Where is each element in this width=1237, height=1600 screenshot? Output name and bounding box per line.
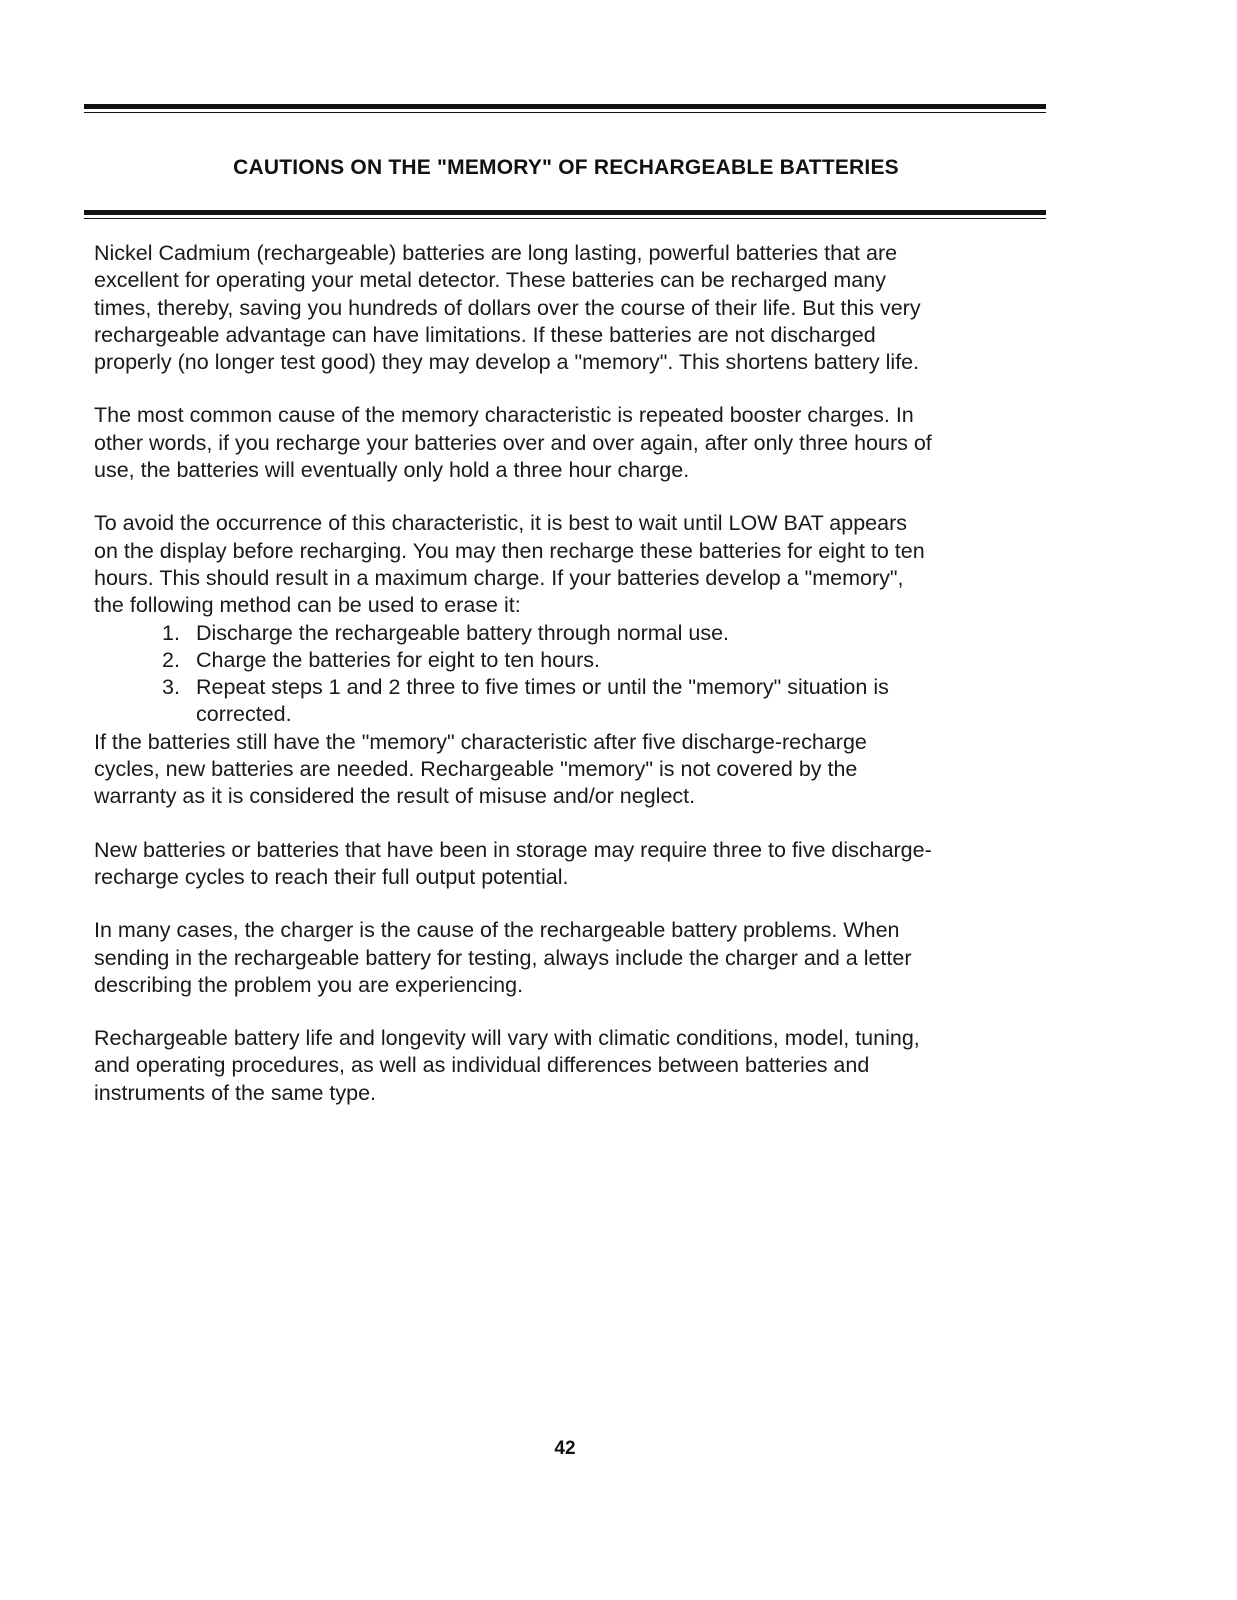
paragraph-intro: Nickel Cadmium (rechargeable) batteries are long lasting, powerful batteries that are excellent for operating your metal detector. These batteries can be recharged many times, thereby, saving you hundreds of dollars over the course of their life. But this very rechargeable advantage can have limitations. If these batteries are not discharged properly (no longer test good) they may develop a "memory". This shortens battery life.	[94, 241, 921, 375]
page-number: 42	[554, 1438, 576, 1459]
list-item	[162, 674, 934, 729]
top-rule-thick	[84, 104, 1046, 109]
step-text: Repeat steps 1 and 2 three to five times or until the "memory" situation is corrected.	[196, 675, 889, 727]
step-number: 1.	[162, 620, 180, 645]
document-body	[94, 240, 934, 1133]
paragraph-new-batteries: New batteries or batteries that have been in storage may require three to five discharge-recharge cycles to reach their full output potential.	[94, 837, 932, 889]
page-title: CAUTIONS ON THE "MEMORY" OF RECHARGEABLE BATTERIES	[233, 156, 899, 179]
step-text: Charge the batteries for eight to ten hours.	[196, 647, 600, 672]
erase-memory-steps	[94, 620, 934, 729]
step-number: 2.	[162, 647, 180, 672]
paragraph-memory-cause: The most common cause of the memory characteristic is repeated booster charges. In other words, if you recharge your batteries over and over again, after only three hours of use, the batteries will eventually only hold a three hour charge.	[94, 403, 932, 483]
step-text: Discharge the rechargeable battery through normal use.	[196, 620, 730, 645]
step-number: 3.	[162, 675, 180, 700]
paragraph-warranty: If the batteries still have the "memory" characteristic after five discharge-recharge cycles, new batteries are needed. Rechargeable "memory" is not covered by the warranty as it is considered the result of misuse and/or neglect.	[94, 729, 867, 809]
list-item	[162, 620, 934, 647]
paragraph-avoid-memory: To avoid the occurrence of this characteristic, it is best to wait until LOW BAT appears on the display before recharging. You may then recharge these batteries for eight to ten hours. This should result in a maximum charge. If your batteries develop a "memory", the following method can be used to erase it:	[94, 511, 925, 618]
title-rule-thin	[84, 218, 1046, 219]
paragraph-longevity: Rechargeable battery life and longevity will vary with climatic conditions, model, tuning, and operating procedures, as well as individual differences between batteries and instruments of the same type.	[94, 1026, 920, 1105]
top-rule-thin	[84, 112, 1046, 113]
paragraph-charger: In many cases, the charger is the cause of the rechargeable battery problems. When sending in the rechargeable battery for testing, always include the charger and a letter describing the problem you are experiencing.	[94, 918, 912, 997]
title-rule-thick	[84, 210, 1046, 215]
list-item	[162, 647, 934, 674]
